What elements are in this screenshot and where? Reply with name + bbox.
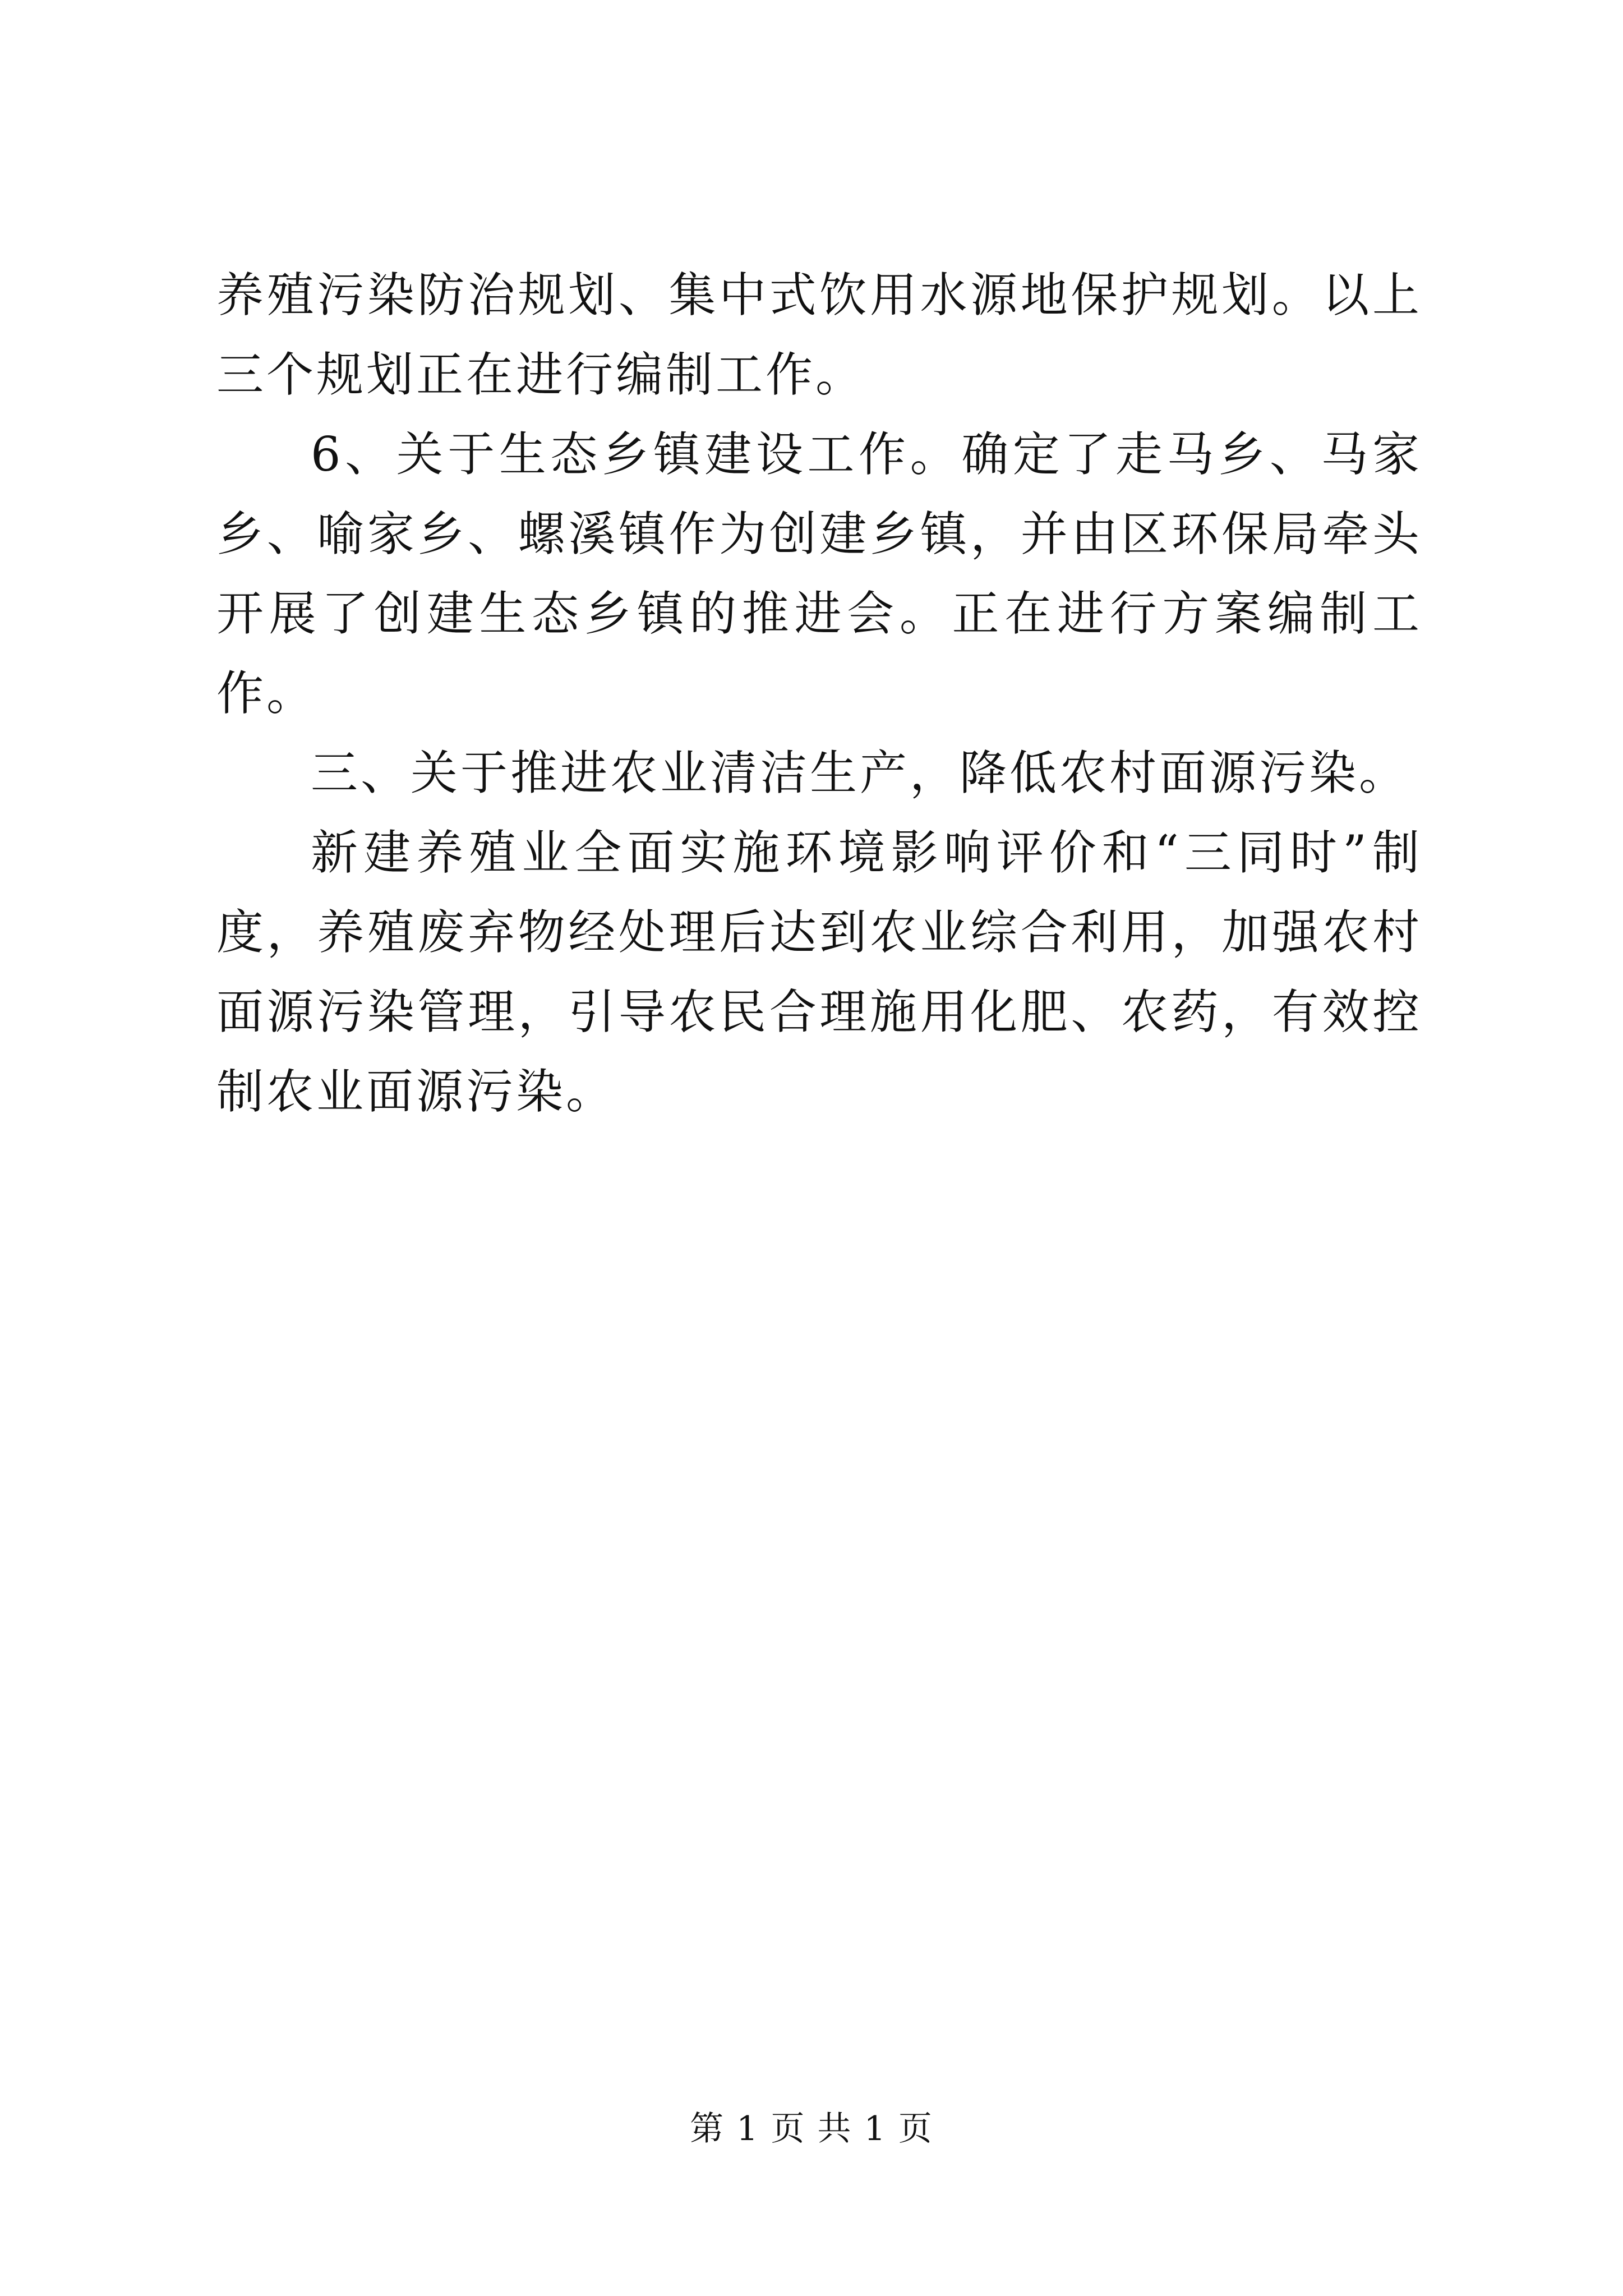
document-body bbox=[216, 255, 1422, 1131]
paragraph-livestock-pollution-control: 新建养殖业全面实施环境影响评价和“三同时”制度，养殖废弃物经处理后达到农业综合利用，加强农村面源污染管理，引导农民合理施用化肥、农药，有效控制农业面源污染。 bbox=[216, 825, 1422, 1119]
paragraph-ecological-townships: 6、关于生态乡镇建设工作。确定了走马乡、马家乡、喻家乡、螺溪镇作为创建乡镇，并由区环保局牵头开展了创建生态乡镇的推进会。正在进行方案编制工作。 bbox=[216, 427, 1422, 721]
page-number-footer: 第 1 页 共 1 页 bbox=[690, 2109, 933, 2148]
paragraph-continuation: 养殖污染防治规划、集中式饮用水源地保护规划。以上三个规划正在进行编制工作。 bbox=[216, 268, 1422, 402]
section-heading-clean-production: 三、关于推进农业清洁生产，降低农村面源污染。 bbox=[311, 746, 1409, 800]
